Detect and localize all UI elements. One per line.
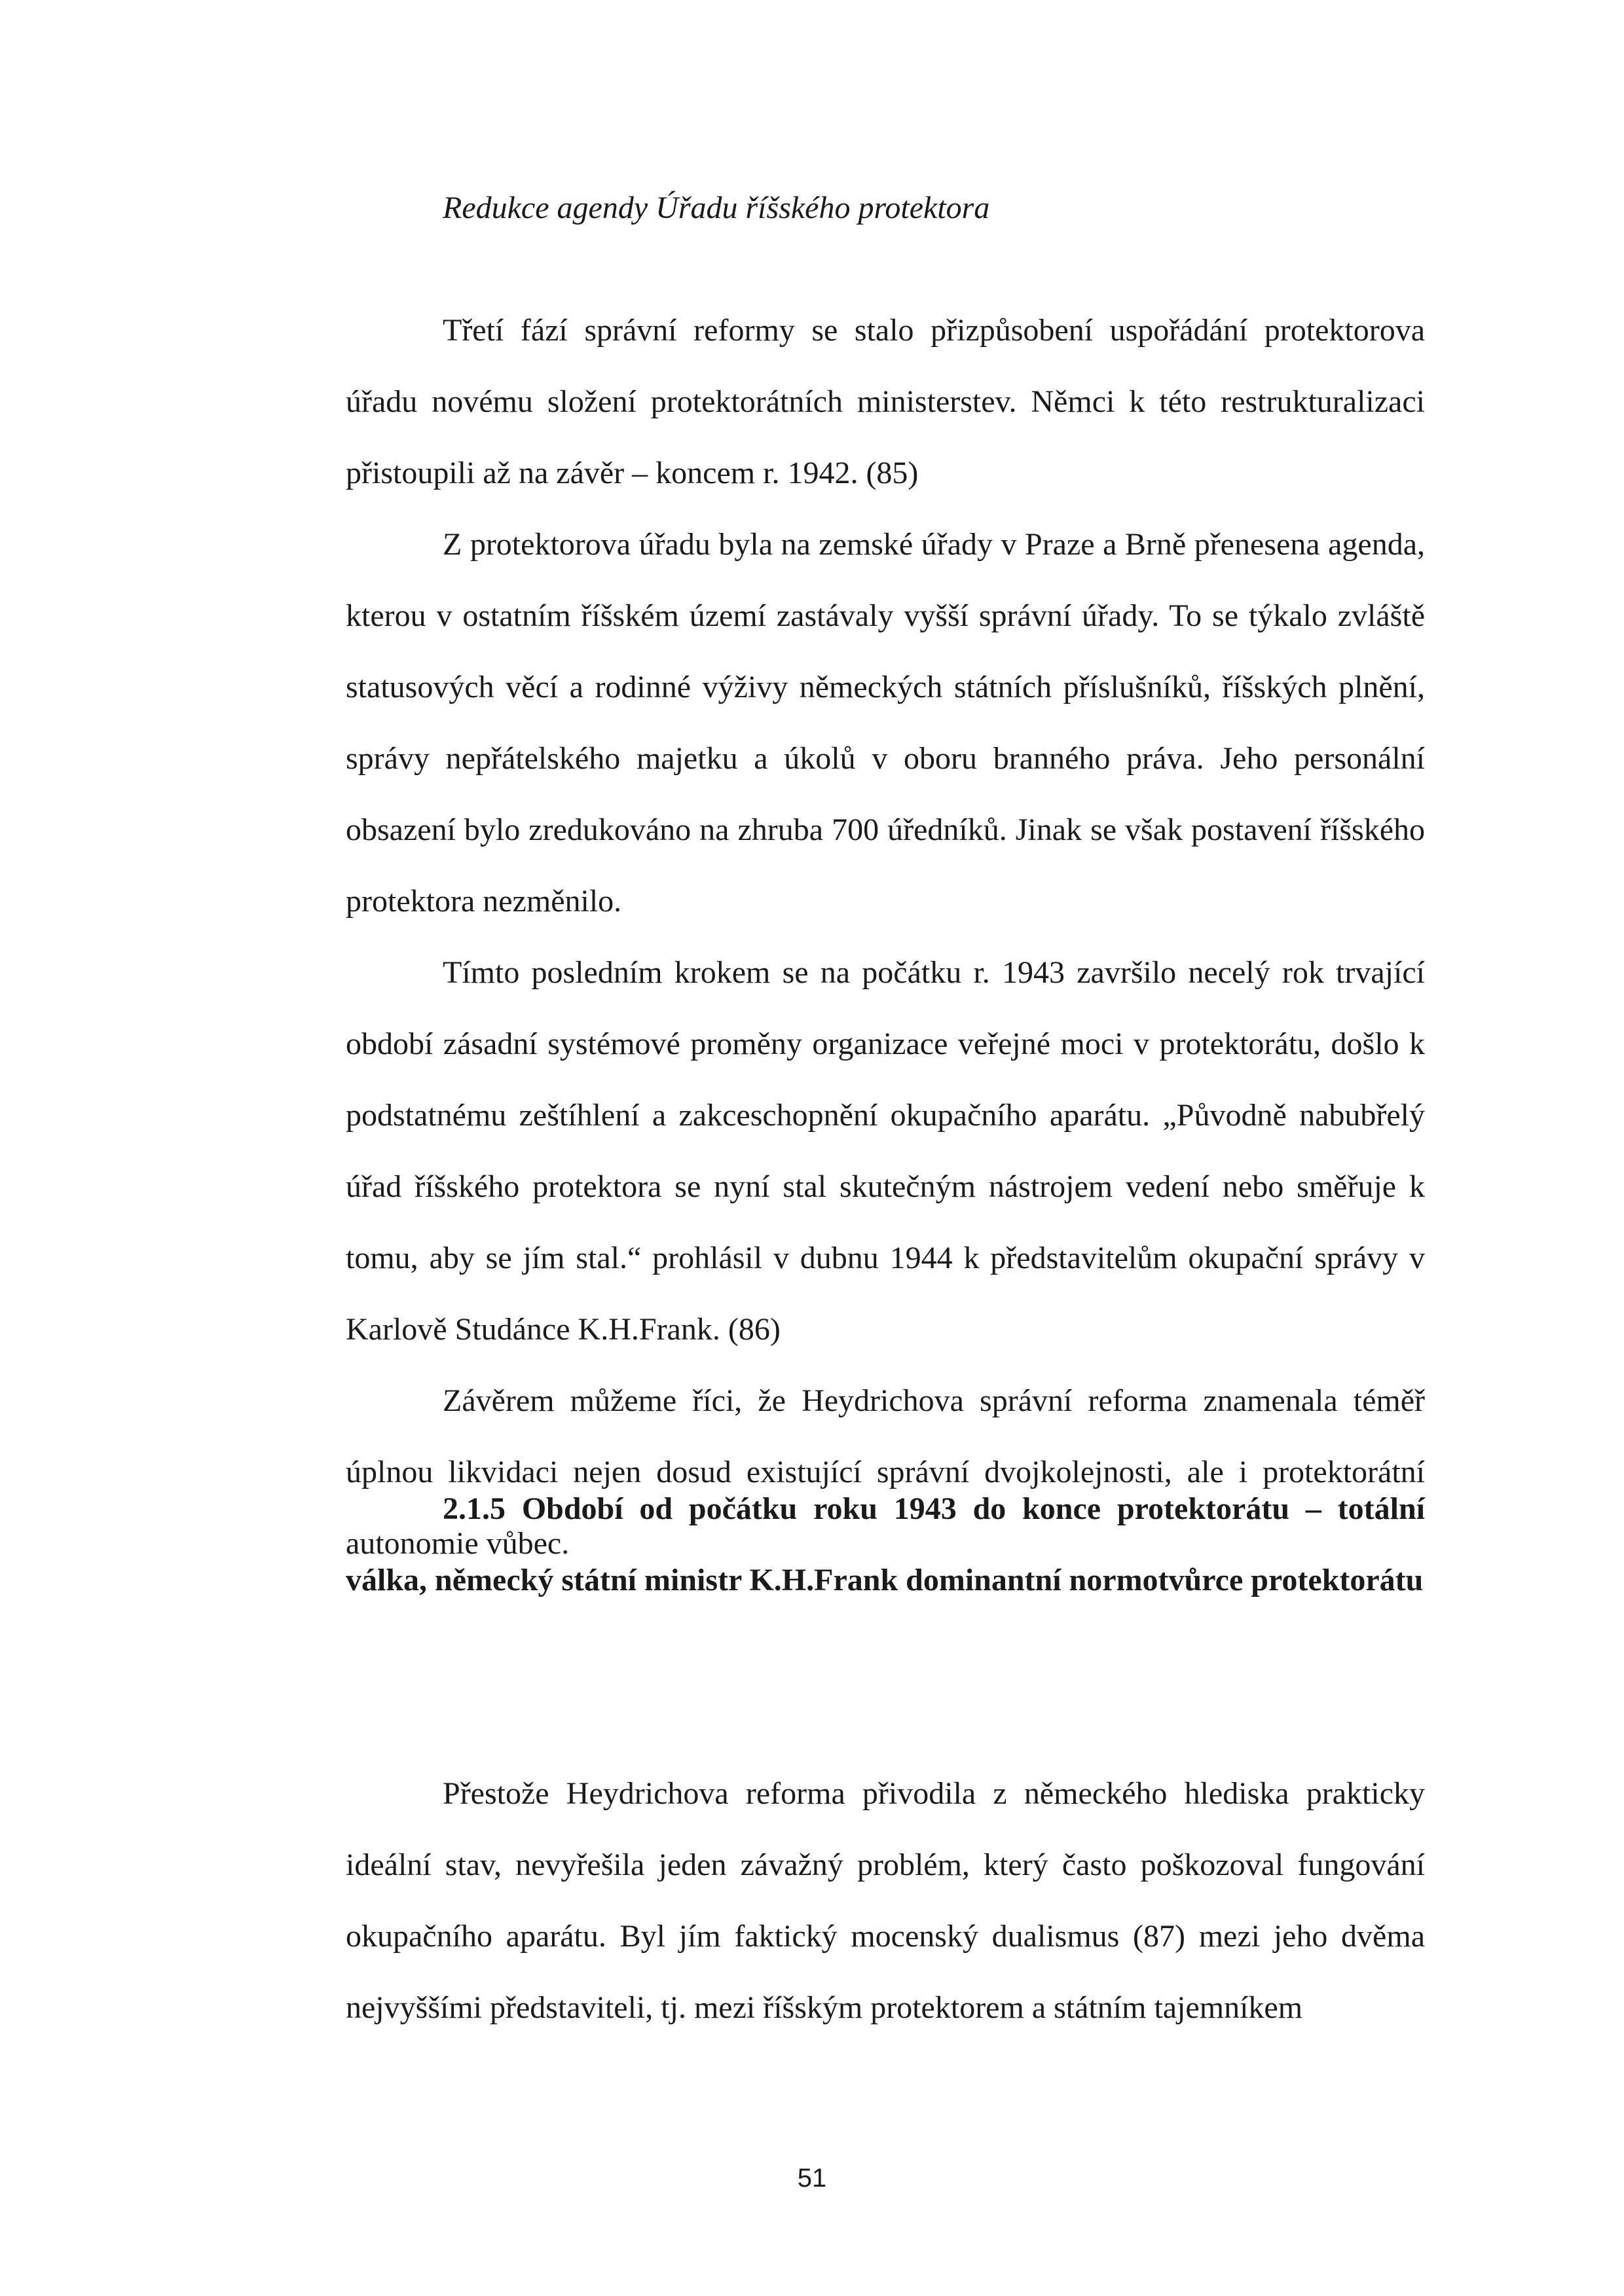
section-body bbox=[346, 295, 1425, 1579]
subsection-title: Redukce agendy Úřadu říšského protektora bbox=[443, 191, 990, 225]
paragraph: Tímto posledním krokem se na počátku r. 1943 završilo necelý rok trvající období zásadní systémové proměny organizace veřejné moci v protektorátu, došlo k podstatnému zeštíhlení a zakceschopnění okupačního aparátu. „Původně nabubřelý úřad říšského protektora se nyní stal skutečným nástrojem vedení nebo směřuje k tomu, aby se jím stal.“ prohlásil v dubnu 1944 k představitelům okupační správy v Karlově Studánce K.H.Frank. (86) bbox=[346, 955, 1425, 1347]
paragraph: Třetí fází správní reformy se stalo přizpůsobení uspořádání protektorova úřadu novému složení protektorátních ministerstev. Němci k této restrukturalizaci přistoupili až na závěr – koncem r. 1942. (85) bbox=[346, 313, 1425, 490]
page-number: 51 bbox=[797, 2164, 827, 2193]
paragraph: Přestože Heydrichova reforma přivodila z německého hlediska prakticky ideální stav, nevyřešila jeden závažný problém, který často poškozoval fungování okupačního aparátu. Byl jím faktický mocenský dualismus (87) mezi jeho dvěma nejvyššími představiteli, tj. mezi říšským protektorem a státním tajemníkem bbox=[346, 1776, 1425, 2025]
paragraph: Z protektorova úřadu byla na zemské úřady v Praze a Brně přenesena agenda, kterou v ostatním říšském území zastávaly vyšší správní úřady. To se týkalo zvláště statusových věcí a rodinné výživy německých státních příslušníků, říšských plnění, správy nepřátelského majetku a úkolů v oboru branného práva. Jeho personální obsazení bylo zredukováno na zhruba 700 úředníků. Jinak se však postavení říšského protektora nezměnilo. bbox=[346, 527, 1425, 919]
section-body-continued bbox=[346, 1758, 1425, 2043]
section-heading: 2.1.5 Období od počátku roku 1943 do konce protektorátu – totální válka, německý státní ministr K.H.Frank dominantní normotvůrce protektorátu bbox=[346, 1491, 1425, 1597]
paragraph: Závěrem můžeme říci, že Heydrichova správní reforma znamenala téměř úplnou likvidaci nejen dosud existující správní dvojkolejnosti, ale i protektorátní autonomie vůbec. bbox=[346, 1383, 1425, 1561]
